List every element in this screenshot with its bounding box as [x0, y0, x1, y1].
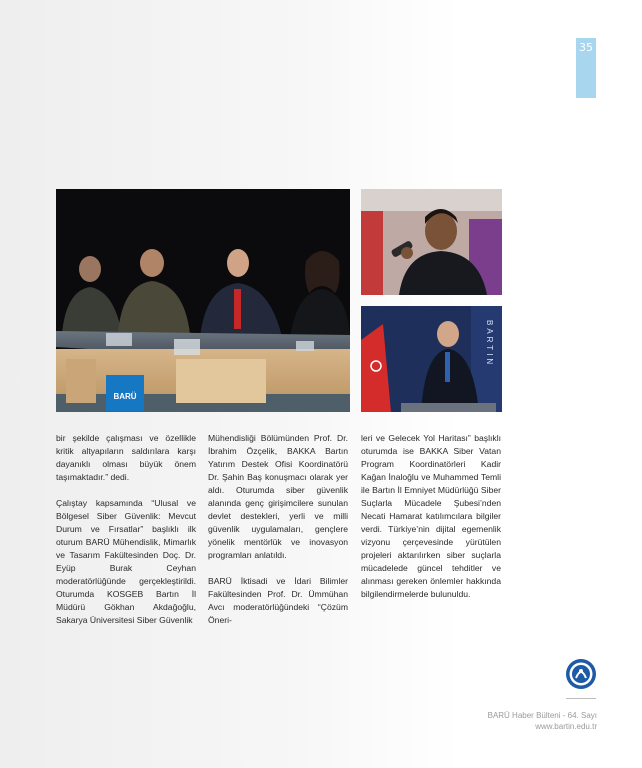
- footer: [488, 710, 597, 732]
- footer-publication: BARÜ Haber Bülteni - 64. Sayı: [487, 711, 597, 720]
- footer-divider: [566, 698, 596, 699]
- page-number: 35: [579, 41, 593, 54]
- paragraph: Çalıştay kapsamında “Ulusal ve Bölgesel Siber Güvenlik: Mevcut Durum ve Fırsatlar” başlıklı ilk oturum BARÜ Mühendislik, Mimarlık ve Tasarım Fakültesinden Doç. Dr. Eyüp Burak Ceyhan moderatörlüğünde gerçekleştirildi. Oturumda KOSGEB Bartın İl Müdürü Gökhan Akdağoğlu, Sakarya Üniversitesi Siber Güvenlik: [56, 498, 196, 625]
- paragraph: BARÜ İktisadi ve İdari Bilimler Fakültesinden Prof. Dr. Ümmühan Avcı moderatörlüğündeki “Çözüm Öneri-: [208, 576, 348, 625]
- paragraph: bir şekilde çalışması ve özellikle kritik altyapıların saldırılara karşı dayanıklı olması büyük önem taşımaktadır.” dedi.: [56, 433, 196, 482]
- paragraph: leri ve Gelecek Yol Haritası” başlıklı oturumda ise BAKKA Siber Vatan Program Koordinatörleri Kadir Kağan İnaloğlu ve Muhammed Temli ile Bartın İl Emniyet Müdürlüğü Siber Suçlarla Mücadele Şubesi’nden Necati Hamarat katılımcılara bilgiler verdi. Türkiye’nin dijital egemenlik vizyonu çerçevesinde yürütülen projeleri aktarılırken siber suçlarla mücadelede güncel tehditler ve alınması gereken önlemler hakkında bilgilendirmelerde bulunuldu.: [361, 433, 501, 599]
- page-number-tab: [576, 38, 596, 98]
- text-column-3: [361, 432, 501, 601]
- text-column-2: [208, 432, 348, 627]
- text-column-1: [56, 432, 196, 627]
- paragraph: Mühendisliği Bölümünden Prof. Dr. İbrahim Özçelik, BAKKA Bartın Yatırım Destek Ofisi Koordinatörü Dr. Şahin Baş konuşmacı olarak yer aldı. Oturumda siber güvenlik alanında genç girişimcilere sunulan devlet destekleri, yerli ve milli güvenlik uygulamaları, gençlere yönelik mentörlük ve inovasyon programları anlatıldı.: [208, 433, 348, 560]
- university-seal-icon: [565, 658, 597, 690]
- footer-website: www.bartin.edu.tr: [535, 722, 597, 731]
- nameplate-text: BARÜ: [113, 392, 137, 401]
- photo-speaker-podium: [361, 306, 502, 412]
- backdrop-text: BARTIN: [485, 320, 494, 368]
- photo-panel-discussion: [56, 189, 350, 412]
- photo-audience-question: [361, 189, 502, 295]
